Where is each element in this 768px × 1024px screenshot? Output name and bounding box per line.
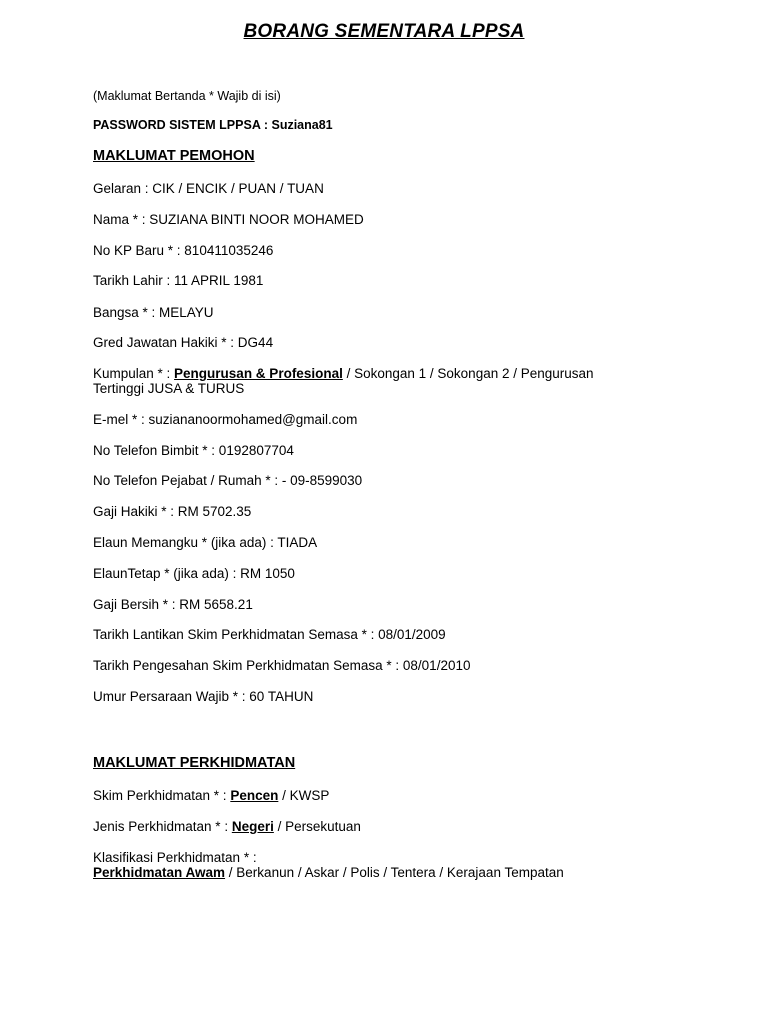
field-kumpulan-selected: Pengurusan & Profesional: [174, 366, 343, 381]
field-gelaran: Gelaran : CIK / ENCIK / PUAN / TUAN: [93, 181, 324, 196]
field-klasifikasi-label: Klasifikasi Perkhidmatan * :: [93, 850, 257, 865]
field-skim-options: / KWSP: [278, 788, 330, 803]
document-title: BORANG SEMENTARA LPPSA: [243, 21, 525, 42]
field-jenis-selected: Negeri: [231, 819, 274, 834]
field-klasifikasi-selected: Perkhidmatan Awam: [93, 865, 226, 880]
field-bangsa: Bangsa * : MELAYU: [93, 305, 214, 320]
field-no-kp: No KP Baru * : 810411035246: [93, 243, 274, 258]
mandatory-note: (Maklumat Bertanda * Wajib di isi): [93, 89, 281, 103]
field-kumpulan-label: Kumpulan * :: [93, 366, 175, 381]
field-klasifikasi-options: / Berkanun / Askar / Polis / Tentera / Kerajaan Tempatan: [225, 865, 564, 880]
section-heading-perkhidmatan: MAKLUMAT PERKHIDMATAN: [93, 755, 296, 771]
field-jenis-label: Jenis Perkhidmatan * :: [93, 819, 232, 834]
field-jenis-options: / Persekutuan: [273, 819, 361, 834]
field-gaji-hakiki: Gaji Hakiki * : RM 5702.35: [93, 504, 252, 519]
field-emel: E-mel * : suziananoormohamed@gmail.com: [93, 412, 358, 427]
field-klasifikasi: [93, 865, 564, 881]
field-gred: Gred Jawatan Hakiki * : DG44: [93, 335, 274, 350]
field-skim-selected: Pencen: [230, 788, 279, 803]
field-kumpulan: [93, 366, 594, 382]
password-line: PASSWORD SISTEM LPPSA : Suziana81: [93, 118, 333, 132]
field-skim-label: Skim Perkhidmatan * :: [93, 788, 231, 803]
field-elaun-tetap: ElaunTetap * (jika ada) : RM 1050: [93, 566, 295, 581]
field-kumpulan-line2: Tertinggi JUSA & TURUS: [93, 381, 245, 396]
field-umur-persaraan: Umur Persaraan Wajib * : 60 TAHUN: [93, 689, 314, 704]
field-elaun-memangku: Elaun Memangku * (jika ada) : TIADA: [93, 535, 318, 550]
field-telefon-pejabat: No Telefon Pejabat / Rumah * : - 09-8599030: [93, 473, 363, 488]
field-telefon-bimbit: No Telefon Bimbit * : 0192807704: [93, 443, 294, 458]
field-jenis: [93, 819, 361, 835]
field-gaji-bersih: Gaji Bersih * : RM 5658.21: [93, 597, 253, 612]
field-nama: Nama * : SUZIANA BINTI NOOR MOHAMED: [93, 212, 364, 227]
field-tarikh-lantikan: Tarikh Lantikan Skim Perkhidmatan Semasa * : 08/01/2009: [93, 627, 446, 642]
field-tarikh-pengesahan: Tarikh Pengesahan Skim Perkhidmatan Semasa * : 08/01/2010: [93, 658, 471, 673]
section-heading-pemohon: MAKLUMAT PEMOHON: [93, 148, 255, 164]
field-kumpulan-options: / Sokongan 1 / Sokongan 2 / Pengurusan: [342, 366, 594, 381]
field-skim: [93, 788, 329, 804]
field-tarikh-lahir: Tarikh Lahir : 11 APRIL 1981: [93, 273, 264, 288]
